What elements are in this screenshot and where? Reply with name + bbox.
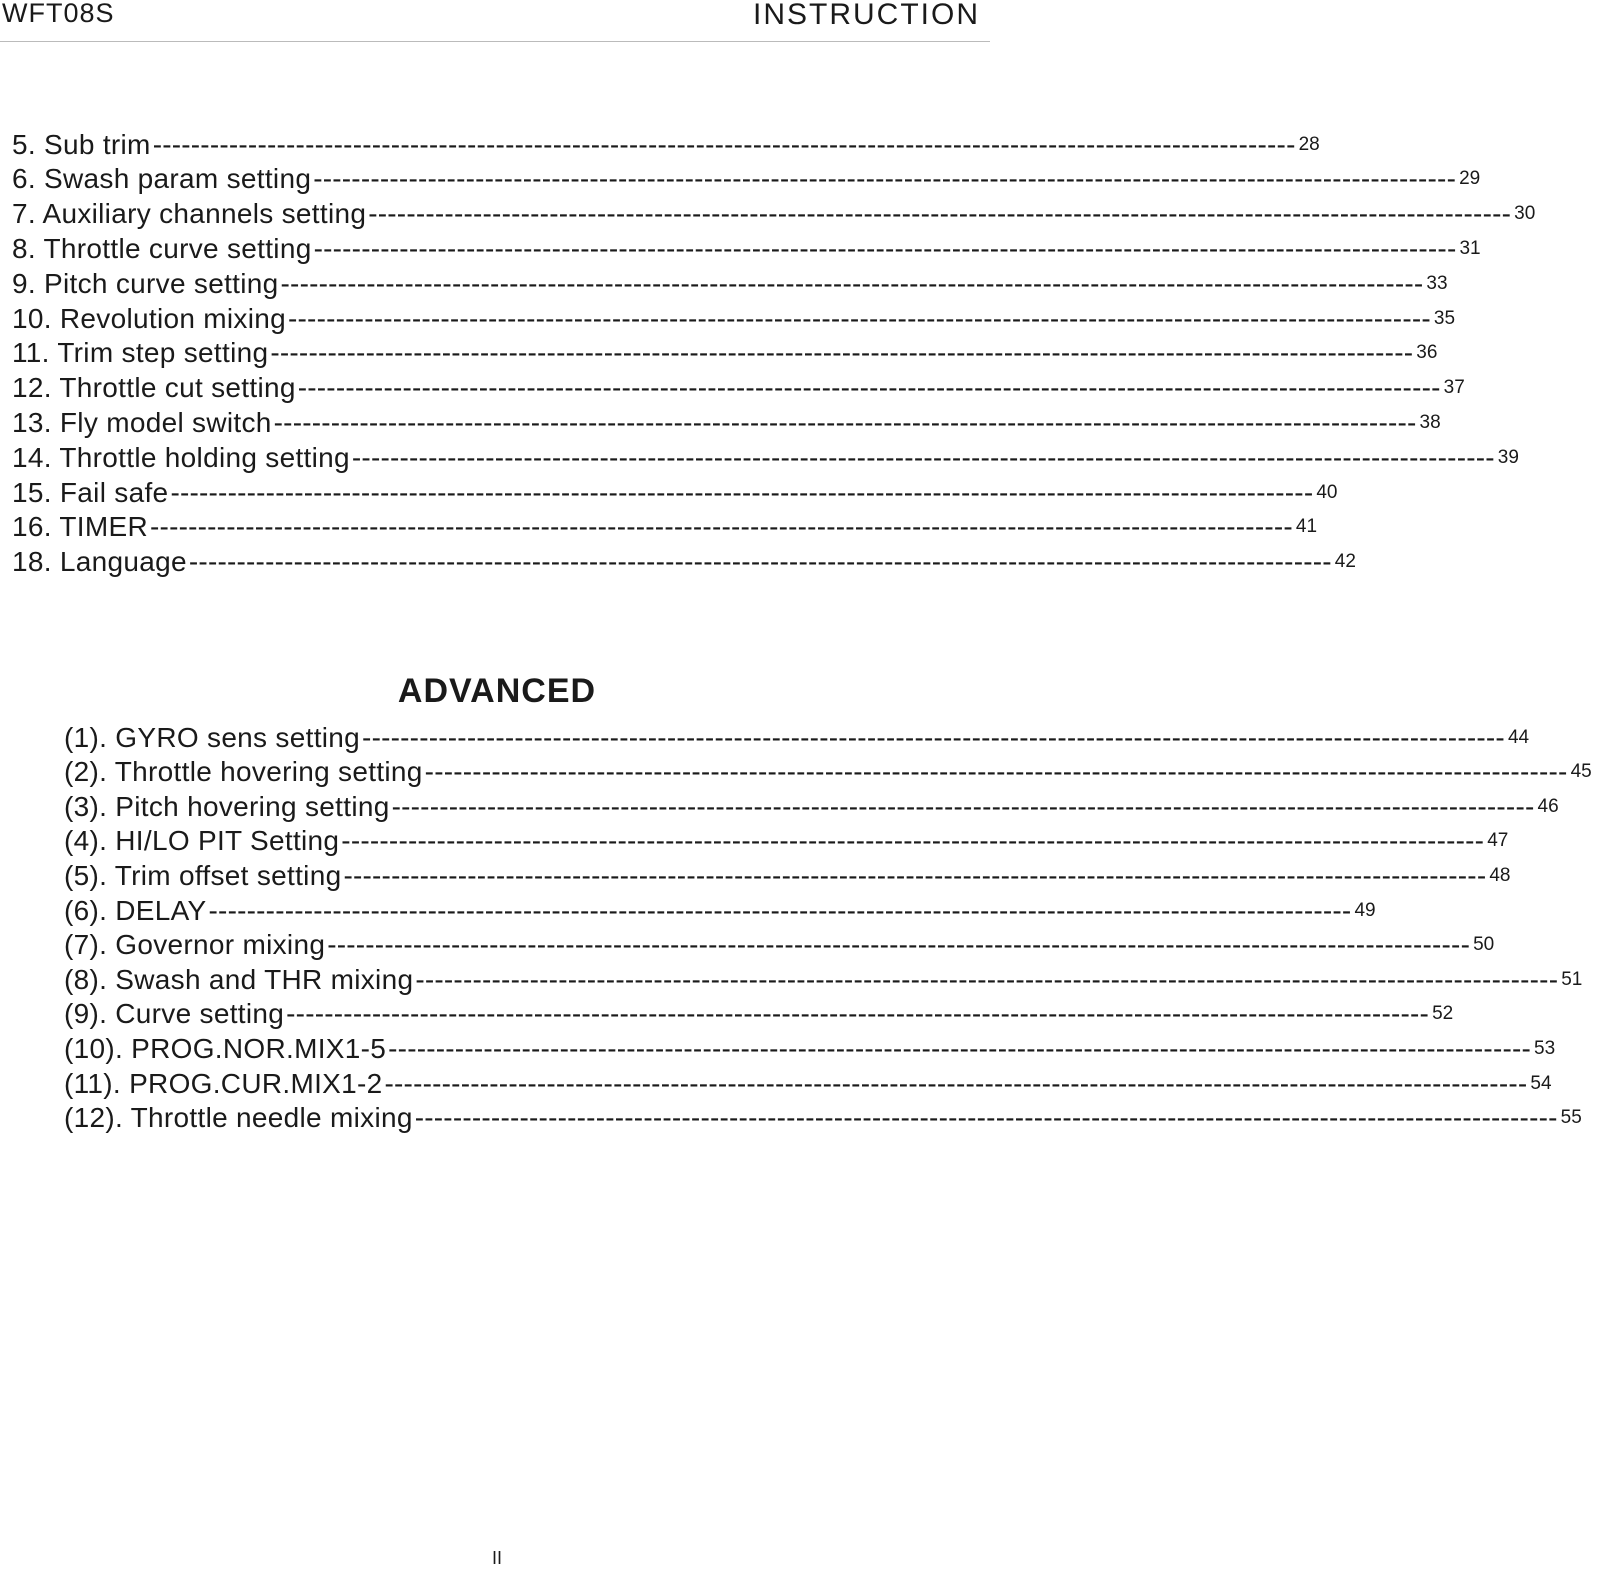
- toc-entry-page: 52: [1432, 1003, 1454, 1025]
- toc-entry: [12, 371, 1465, 406]
- page-number: II: [491, 1548, 502, 1568]
- toc-entry: [64, 755, 1592, 790]
- toc-entry-title: 13. Fly model switch: [12, 406, 272, 438]
- toc-entry-title: (3). Pitch hovering setting: [64, 790, 390, 822]
- toc-entry-title: 9. Pitch curve setting: [12, 267, 279, 299]
- toc-entry-title: (11). PROG.CUR.MIX1-2: [64, 1067, 383, 1099]
- toc-entry-page: 39: [1497, 446, 1519, 468]
- toc-entry-title: (9). Curve setting: [64, 998, 285, 1030]
- header-divider: [0, 41, 990, 42]
- toc-leader-dashes: ------------------------------------------------------------------------------------------------------------------------: [313, 163, 1457, 195]
- toc-leader-dashes: ------------------------------------------------------------------------------------------------------------------------: [297, 372, 1441, 404]
- toc-entry: [12, 197, 1536, 232]
- toc-entry-page: 36: [1416, 342, 1438, 364]
- toc-entry-title: 16. TIMER: [12, 511, 149, 543]
- toc-entry: [64, 893, 1376, 928]
- toc-entry: [64, 962, 1583, 997]
- toc-entry: [12, 405, 1441, 440]
- toc-entry: [64, 789, 1559, 824]
- toc-entry-title: (12). Throttle needle mixing: [64, 1102, 413, 1134]
- toc-entry-title: 11. Trim step setting: [12, 337, 269, 369]
- toc-entry-title: 12. Throttle cut setting: [12, 372, 296, 404]
- toc-entry: [12, 545, 1356, 580]
- toc-entry-page: 37: [1443, 377, 1465, 399]
- toc-entry-page: 53: [1534, 1037, 1556, 1059]
- toc-entry-page: 50: [1473, 934, 1495, 956]
- toc-leader-dashes: ------------------------------------------------------------------------------------------------------------------------: [341, 825, 1485, 857]
- toc-leader-dashes: ------------------------------------------------------------------------------------------------------------------------: [150, 511, 1293, 543]
- toc-entry-title: 10. Revolution mixing: [12, 302, 286, 334]
- toc-entry-page: 40: [1316, 481, 1338, 503]
- toc-leader-dashes: ------------------------------------------------------------------------------------------------------------------------: [280, 267, 1424, 299]
- toc-entry: [12, 127, 1320, 162]
- toc-entry: [64, 858, 1511, 893]
- toc-entry-title: 7. Auxiliary channels setting: [12, 198, 367, 230]
- toc-leader-dashes: ------------------------------------------------------------------------------------------------------------------------: [384, 1067, 1528, 1099]
- toc-entry-page: 41: [1295, 516, 1318, 538]
- toc-entry-title: 14. Throttle holding setting: [12, 441, 350, 473]
- toc-entry-title: (5). Trim offset setting: [64, 859, 342, 891]
- toc-entry-page: 55: [1560, 1107, 1582, 1129]
- toc-entry-title: (7). Governor mixing: [64, 929, 326, 961]
- toc-entry: [12, 162, 1481, 197]
- toc-entry-page: 28: [1298, 133, 1320, 155]
- toc-leader-dashes: ------------------------------------------------------------------------------------------------------------------------: [313, 232, 1457, 264]
- toc-entry-title: 5. Sub trim: [12, 128, 151, 160]
- toc-entry-title: (2). Throttle hovering setting: [64, 756, 423, 788]
- toc-leader-dashes: ------------------------------------------------------------------------------------------------------------------------: [368, 198, 1512, 230]
- toc-leader-dashes: ------------------------------------------------------------------------------------------------------------------------: [270, 337, 1414, 369]
- toc-leader-dashes: ------------------------------------------------------------------------------------------------------------------------: [424, 756, 1568, 788]
- toc-entry-page: 33: [1426, 272, 1448, 294]
- model-name: WFT08S: [2, 0, 115, 28]
- toc-leader-dashes: ------------------------------------------------------------------------------------------------------------------------: [414, 1102, 1558, 1134]
- toc-leader-dashes: ------------------------------------------------------------------------------------------------------------------------: [188, 546, 1332, 578]
- toc-entry: [64, 720, 1530, 755]
- toc-leader-dashes: ------------------------------------------------------------------------------------------------------------------------: [388, 1032, 1532, 1064]
- toc-leader-dashes: ------------------------------------------------------------------------------------------------------------------------: [208, 894, 1352, 926]
- toc-leader-dashes: ------------------------------------------------------------------------------------------------------------------------: [170, 476, 1314, 508]
- toc-leader-dashes: ------------------------------------------------------------------------------------------------------------------------: [288, 302, 1431, 334]
- document-type: INSTRUCTION: [753, 0, 980, 31]
- toc-entry-page: 42: [1334, 551, 1356, 573]
- toc-entry-title: 8. Throttle curve setting: [12, 232, 312, 264]
- toc-leader-dashes: ------------------------------------------------------------------------------------------------------------------------: [152, 128, 1296, 160]
- toc-entry-title: 6. Swash param setting: [12, 163, 312, 195]
- toc-entry: [64, 1101, 1582, 1136]
- advanced-heading: ADVANCED: [397, 672, 597, 710]
- toc-entry-page: 30: [1514, 203, 1536, 225]
- toc-entry-page: 44: [1507, 726, 1530, 748]
- toc-entry-title: (10). PROG.NOR.MIX1-5: [64, 1032, 387, 1064]
- toc-entry-page: 48: [1489, 864, 1511, 886]
- toc-entry-title: (6). DELAY: [64, 894, 207, 926]
- toc-entry: [64, 1066, 1552, 1101]
- toc-leader-dashes: ------------------------------------------------------------------------------------------------------------------------: [362, 721, 1505, 753]
- toc-entry: [12, 301, 1456, 336]
- toc-entry: [12, 475, 1338, 510]
- toc-leader-dashes: ------------------------------------------------------------------------------------------------------------------------: [351, 441, 1495, 473]
- toc-entry: [12, 231, 1481, 266]
- toc-entry-title: 18. Language: [12, 546, 187, 578]
- toc-entry: [12, 510, 1318, 545]
- toc-entry: [64, 997, 1454, 1032]
- toc-entry: [12, 440, 1519, 475]
- toc-entry-page: 31: [1459, 237, 1481, 259]
- toc-entry-page: 35: [1433, 307, 1456, 329]
- toc-entry-page: 45: [1570, 761, 1592, 783]
- toc-entry: [12, 336, 1438, 371]
- toc-entry-page: 49: [1354, 899, 1376, 921]
- toc-leader-dashes: ------------------------------------------------------------------------------------------------------------------------: [286, 998, 1430, 1030]
- toc-entry: [64, 928, 1495, 963]
- toc-entry-title: 15. Fail safe: [12, 476, 169, 508]
- toc-entry-page: 46: [1537, 795, 1559, 817]
- toc-leader-dashes: ------------------------------------------------------------------------------------------------------------------------: [343, 859, 1487, 891]
- toc-entry-title: (4). HI/LO PIT Setting: [64, 825, 340, 857]
- toc-entry: [12, 266, 1448, 301]
- toc-entry-page: 29: [1459, 168, 1481, 190]
- toc-entry-title: (8). Swash and THR mixing: [64, 963, 414, 995]
- toc-leader-dashes: ------------------------------------------------------------------------------------------------------------------------: [327, 929, 1471, 961]
- toc-leader-dashes: ------------------------------------------------------------------------------------------------------------------------: [415, 963, 1559, 995]
- toc-leader-dashes: ------------------------------------------------------------------------------------------------------------------------: [273, 406, 1417, 438]
- toc-entry: [64, 1031, 1556, 1066]
- toc-entry-title: (1). GYRO sens setting: [64, 721, 361, 753]
- toc-entry-page: 51: [1561, 968, 1583, 990]
- toc-leader-dashes: ------------------------------------------------------------------------------------------------------------------------: [391, 790, 1535, 822]
- toc-entry-page: 54: [1530, 1072, 1552, 1094]
- toc-entry-page: 47: [1487, 830, 1509, 852]
- toc-entry: [64, 824, 1509, 859]
- toc-entry-page: 38: [1419, 411, 1441, 433]
